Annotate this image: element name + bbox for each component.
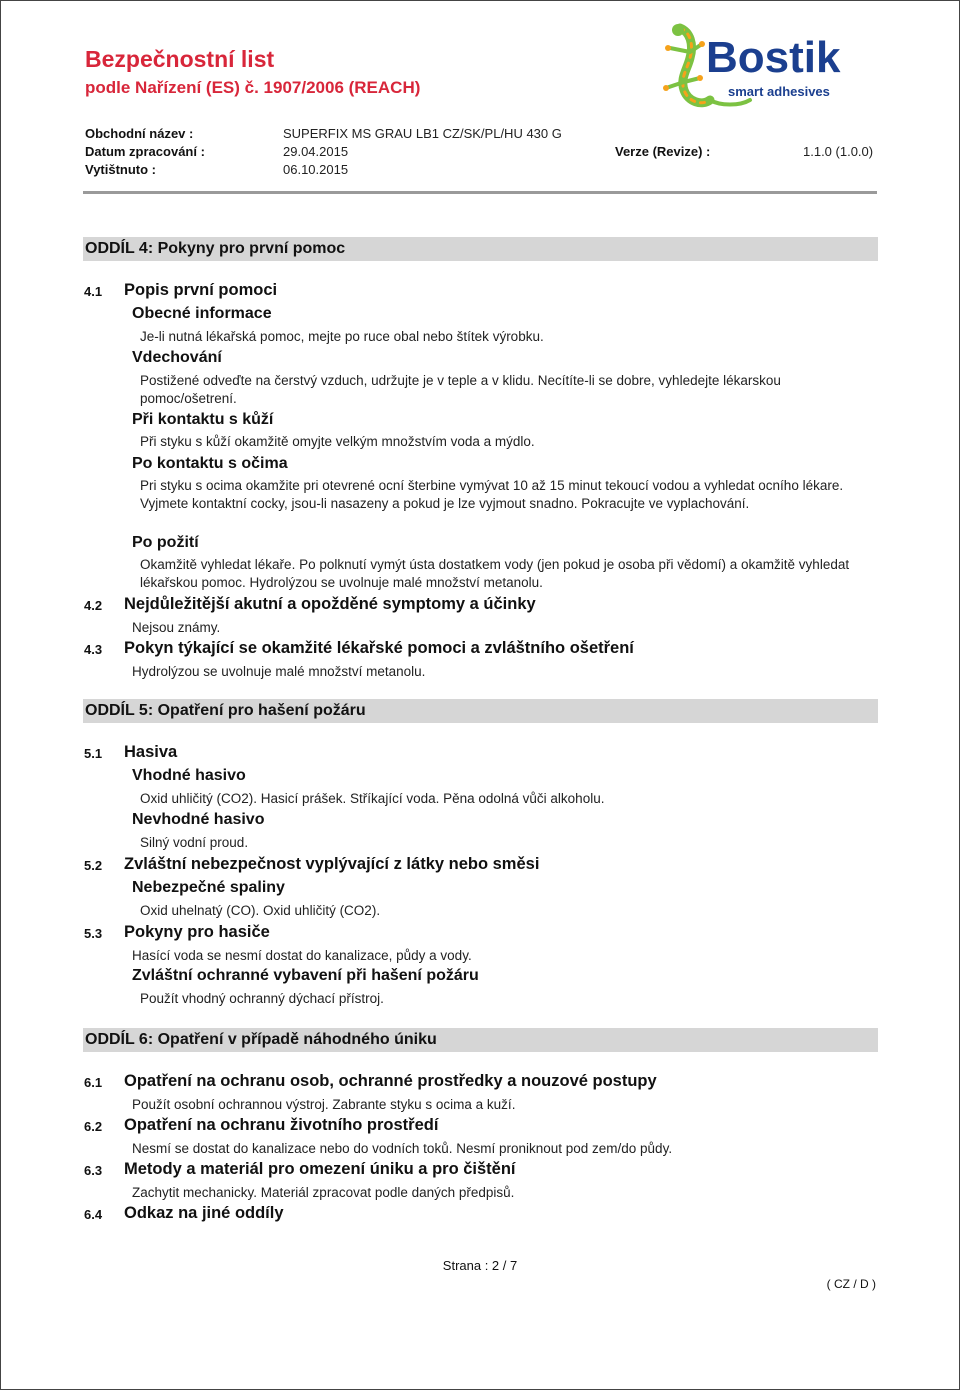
- paragraph: Je-li nutná lékařská pomoc, mejte po ruce obal nebo štítek výrobku.: [140, 329, 544, 344]
- subsection-heading: Popis první pomoci: [124, 281, 278, 299]
- paragraph: Hasící voda se nesmí dostat do kanalizace, půdy a vody.: [132, 948, 472, 963]
- subsection-number: 6.4: [84, 1207, 103, 1222]
- paragraph: Použít vhodný ochranný dýchací přístroj.: [140, 991, 384, 1006]
- subsection-number: 5.2: [84, 858, 103, 873]
- subheading: Nebezpečné spaliny: [132, 879, 285, 896]
- paragraph: Hydrolýzou se uvolnuje malé množství metanolu.: [132, 664, 426, 679]
- subheading: Při kontaktu s kůží: [132, 411, 274, 428]
- paragraph: Použít osobní ochrannou výstroj. Zabrante styku s ocima a kuží.: [132, 1097, 516, 1112]
- subsection-number: 4.3: [84, 642, 103, 657]
- subsection-heading: Odkaz na jiné oddíly: [124, 1204, 284, 1222]
- paragraph: Nesmí se dostat do kanalizace nebo do vodních toků. Nesmí proniknout pod zem/do půdy.: [132, 1141, 673, 1156]
- date-value: 29.04.2015: [283, 144, 349, 159]
- subsection-heading: Opatření na ochranu životního prostředí: [124, 1116, 439, 1134]
- subsection-heading: Pokyny pro hasiče: [124, 923, 270, 941]
- svg-text:smart adhesives: smart adhesives: [728, 84, 830, 99]
- subsection-heading: Metody a materiál pro omezení úniku a pro čištění: [124, 1160, 516, 1178]
- date-label: Datum zpracování :: [85, 144, 205, 159]
- subheading: Po kontaktu s očima: [132, 455, 288, 472]
- subheading: Nevhodné hasivo: [132, 811, 265, 828]
- subsection-heading: Pokyn týkající se okamžité lékařské pomoci a zvláštního ošetření: [124, 639, 634, 657]
- paragraph: Při styku s kůží okamžitě omyjte velkým množstvím voda a mýdlo.: [140, 434, 535, 449]
- header-divider: [83, 191, 877, 194]
- version-label: Verze (Revize) :: [615, 144, 711, 159]
- language-code: ( CZ / D ): [826, 1277, 876, 1291]
- paragraph: Postižené odveďte na čerstvý vzduch, udržujte je v teple a v klidu. Necítíte-li se dobre, vyhledejte lékarskou pomoc/ošetrení.: [140, 373, 781, 406]
- paragraph: Nejsou známy.: [132, 620, 221, 635]
- subsection-number: 5.3: [84, 926, 103, 941]
- product-name-label: Obchodní název :: [85, 126, 194, 141]
- paragraph: Oxid uhelnatý (CO). Oxid uhličitý (CO2).: [140, 903, 381, 918]
- document-title: Bezpečnostní list: [85, 46, 275, 72]
- subsection-heading: Nejdůležitější akutní a opožděné symptomy a účinky: [124, 595, 536, 613]
- subheading: Zvláštní ochranné vybavení při hašení požáru: [132, 967, 479, 984]
- bostik-logo: [650, 22, 870, 122]
- printed-value: 06.10.2015: [283, 162, 349, 177]
- subheading: Po požití: [132, 534, 199, 551]
- paragraph: Zachytit mechanicky. Materiál zpracovat podle daných předpisů.: [132, 1185, 515, 1200]
- version-value: 1.1.0 (1.0.0): [803, 144, 874, 159]
- subheading: Obecné informace: [132, 305, 272, 322]
- printed-label: Vytištnuto :: [85, 162, 157, 177]
- subsection-heading: Zvláštní nebezpečnost vyplývající z látky nebo směsi: [124, 855, 540, 873]
- paragraph: Silný vodní proud.: [140, 835, 249, 850]
- product-name-value: SUPERFIX MS GRAU LB1 CZ/SK/PL/HU 430 G: [283, 126, 562, 141]
- paragraph: Okamžitě vyhledat lékaře. Po polknutí vymýt ústa dostatkem vody (jen pokud je osoba při vědomí) a okamžitě vyhledat lékařskou pomoc. Hydrolýzou se uvolnuje malé množství metanolu.: [140, 557, 850, 590]
- subsection-number: 4.2: [84, 598, 103, 613]
- subsection-heading: Hasiva: [124, 743, 178, 761]
- section-5-title: ODDÍL 5: Opatření pro hašení požáru: [83, 699, 878, 723]
- subheading: Vhodné hasivo: [132, 767, 246, 784]
- subsection-heading: Opatření na ochranu osob, ochranné prostředky a nouzové postupy: [124, 1072, 657, 1090]
- subsection-number: 6.3: [84, 1163, 103, 1178]
- subheading: Vdechování: [132, 349, 222, 366]
- paragraph: Pri styku s ocima okamžite pri otevrené ocní šterbine vymývat 10 až 15 minut tekoucí vodou a vyhledat ocního lékare. Vyjmete kontaktní cocky, jsou-li nasazeny a pokud je lze vyjmout snadno. Pokracujte ve vyplachování.: [140, 478, 844, 511]
- subsection-number: 6.1: [84, 1075, 103, 1090]
- svg-text:Bostik: Bostik: [706, 33, 841, 82]
- subsection-number: 6.2: [84, 1119, 103, 1134]
- section-6-title: ODDÍL 6: Opatření v případě náhodného úniku: [83, 1028, 878, 1052]
- paragraph: Oxid uhličitý (CO2). Hasicí prášek. Stříkající voda. Pěna odolná vůči alkoholu.: [140, 791, 605, 806]
- subsection-number: 4.1: [84, 284, 103, 299]
- section-4-title: ODDÍL 4: Pokyny pro první pomoc: [83, 237, 878, 261]
- document-subtitle: podle Nařízení (ES) č. 1907/2006 (REACH): [85, 78, 421, 97]
- page-number: Strana : 2 / 7: [442, 1258, 518, 1273]
- subsection-number: 5.1: [84, 746, 103, 761]
